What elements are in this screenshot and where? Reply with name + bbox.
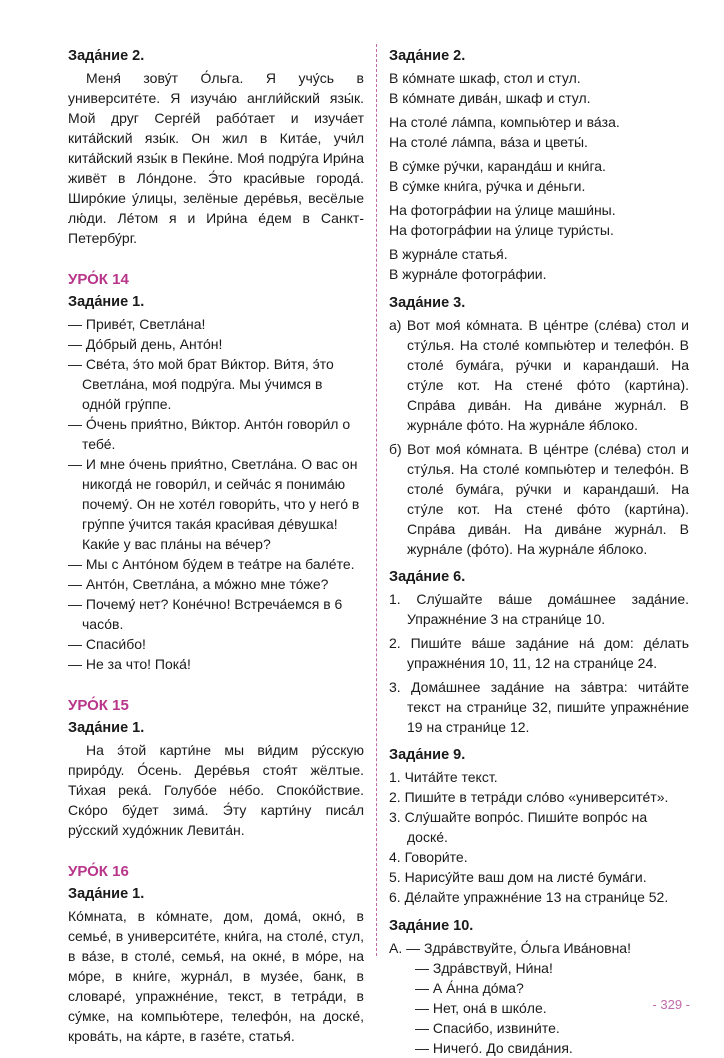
dialogue-line: — Ничего́. До свида́ния. (415, 1040, 573, 1056)
lesson-title: УРО́К 16 (68, 863, 129, 880)
task-title: Зада́ние 3. (389, 295, 466, 311)
dialogue-line: — Спаси́бо, извини́те. (415, 1020, 560, 1036)
list-item: 3. Дома́шнее зада́ние на за́втра: чита́йте текст на страни́це 32, пиши́те упражне́ние 19 на страни́це 12. (389, 679, 689, 735)
list-item: 2. Пиши́те ва́ше зада́ние на́ дом: де́лать упражне́ния 10, 11, 12 на страни́це 24. (389, 635, 689, 671)
sentence-group (389, 156, 689, 196)
dialogue-line: — Све́та, э́то мой брат Ви́ктор. Ви́тя, э́то Светла́на, моя́ подру́га. Мы у́чимся в одно́й гру́ппе. (68, 356, 334, 412)
list-item: 6. Де́лайте упражне́ние 13 на страни́це 52. (389, 889, 669, 905)
list-item: а) Вот моя́ ко́мната. В це́нтре (сле́ва) стол и сту́лья. На столе́ компью́тер и телефо́н. В столе́ бума́га, ру́чки и карандаши́. На сту́ле кот. На стене́ фо́то (карти́на). Спра́ва дива́н. На дива́не журна́л. В журна́ле фо́то. На журна́ле я́блоко. (389, 317, 689, 433)
sentence-group (389, 244, 689, 284)
sentence: На фотогра́фии на у́лице маши́ны. (389, 202, 616, 218)
dialogue-line: А. — Здра́вствуйте, О́льга Ива́новна! (389, 940, 631, 956)
dialogue-line: — А А́нна до́ма? (415, 980, 524, 996)
sentence-group (389, 200, 689, 240)
dialogue-line: — Анто́н, Светла́на, а мо́жно мне то́же? (68, 576, 329, 592)
task-title: Зада́ние 2. (389, 48, 466, 64)
sentence-group (389, 112, 689, 152)
dialogue (68, 314, 364, 674)
list-item: б) Вот моя́ ко́мната. В це́нтре (сле́ва) стол и сту́лья. На столе́ компью́тер и телефо́н. В столе́ бума́га, ру́чки и карандаши́. На сту́ле кот. На стене́ фо́то (карти́на). Спра́ва дива́н. На дива́не журна́л. В журна́ле (фо́то). На журна́ле я́блоко. (389, 441, 689, 557)
sentence: В су́мке ру́чки, каранда́ш и кни́га. (389, 158, 606, 174)
sentence-group (389, 68, 689, 108)
sentence: На столе́ ла́мпа, ва́за и цветы́. (389, 134, 588, 150)
task-title: Зада́ние 6. (389, 569, 466, 585)
lesson-title: УРО́К 14 (68, 271, 129, 288)
dialogue-line: — О́чень прия́тно, Ви́ктор. Анто́н говори́л о тебе́. (68, 416, 351, 452)
dialogue-line: — Не за что! Пока́! (68, 656, 191, 672)
left-column (68, 46, 364, 1046)
dialogue-line: — Приве́т, Светла́на! (68, 316, 206, 332)
task-title: Зада́ние 2. (68, 48, 145, 64)
sentence: В журна́ле статья́. (389, 246, 508, 262)
dialogue-line: — И мне о́чень прия́тно, Светла́на. О вас он никогда́ не говори́л, и сейча́с я понима́ю почему́. Он не хоте́л говори́ть, что у него́ в гру́ппе у́чится така́я краси́вая де́вушка! Каки́е у вас пла́ны на ве́чер? (68, 456, 360, 552)
task-title: Зада́ние 1. (68, 886, 145, 902)
list-item: 2. Пиши́те в тетра́ди сло́во «университе́т». (389, 789, 669, 805)
sentence: В су́мке кни́га, ру́чка и де́ньги. (389, 178, 586, 194)
task-text: Ко́мната, в ко́мнате, дом, дома́, окно́, в семье́, в университе́те, кни́га, на столе́, стул, в ва́зе, в столе́, семья́, на окне́, в мо́ре, на мо́ре, в кни́ге, журна́л, в музе́е, банк, в словаре́, упражне́ние, текст, в тетра́ди, в су́мке, на компью́тере, телефо́н, на доске́, крова́ть, на ка́рте, в газе́те, статья́. (68, 908, 364, 1044)
page-number: - 329 - (652, 997, 690, 1012)
right-column (389, 46, 689, 1058)
dialogue-line: — До́брый день, Анто́н! (68, 336, 223, 352)
task-text: Меня́ зову́т О́льга. Я учу́сь в университе́те. Я изуча́ю англи́йский язы́к. Мой друг Серге́й рабо́тает и изуча́ет кита́йский язы́к. Он жил в Кита́е, учи́л кита́йский язы́к в Пеки́не. Моя́ подру́га Ири́на живёт в Ло́ндоне. Э́то краси́вые города́. Широ́кие у́лицы, зелёные дере́вья, весёлые лю́ди. Ле́том я и Ири́на е́дем в Санкт-Петербу́рг. (68, 70, 364, 246)
sentence: В журна́ле фотогра́фии. (389, 266, 547, 282)
dialogue-line: — Почему́ нет? Коне́чно! Встреча́емся в 6 часо́в. (68, 596, 343, 632)
task-title: Зада́ние 1. (68, 294, 145, 310)
list-item: 5. Нарису́йте ваш дом на листе́ бума́ги. (389, 869, 647, 885)
list-item: 1. Слу́шайте ва́ше дома́шнее зада́ние. Упражне́ние 3 на страни́це 10. (389, 591, 689, 627)
task-title: Зада́ние 1. (68, 720, 145, 736)
lesson-title: УРО́К 15 (68, 697, 129, 714)
dialogue-line: — Нет, она́ в шко́ле. (415, 1000, 547, 1016)
task-title: Зада́ние 10. (389, 918, 474, 934)
list-item: 1. Чита́йте текст. (389, 769, 498, 785)
column-divider (376, 44, 377, 956)
dialogue-line: — Мы с Анто́ном бу́дем в теа́тре на бале́те. (68, 556, 355, 572)
dialogue-line: — Здра́вствуй, Ни́на! (415, 960, 553, 976)
list-item: 3. Слу́шайте вопро́с. Пиши́те вопро́с на доске́. (389, 809, 648, 845)
sentence: В ко́мнате дива́н, шкаф и стул. (389, 90, 591, 106)
task-text: На э́той карти́не мы ви́дим ру́сскую приро́ду. О́сень. Дере́вья стоя́т жёлтые. Ти́хая река́. Голубо́е не́бо. Споко́йствие. Ско́ро бу́дет зима́. Э́ту карти́ну писа́л ру́сский худо́жник Левита́н. (68, 742, 364, 838)
sentence: На фотогра́фии на у́лице тури́сты. (389, 222, 614, 238)
dialogue-line: — Спаси́бо! (68, 636, 146, 652)
sentence: В ко́мнате шкаф, стол и стул. (389, 70, 581, 86)
list-item: 4. Говори́те. (389, 849, 468, 865)
task-title: Зада́ние 9. (389, 747, 466, 763)
sentence: На столе́ ла́мпа, компью́тер и ва́за. (389, 114, 620, 130)
